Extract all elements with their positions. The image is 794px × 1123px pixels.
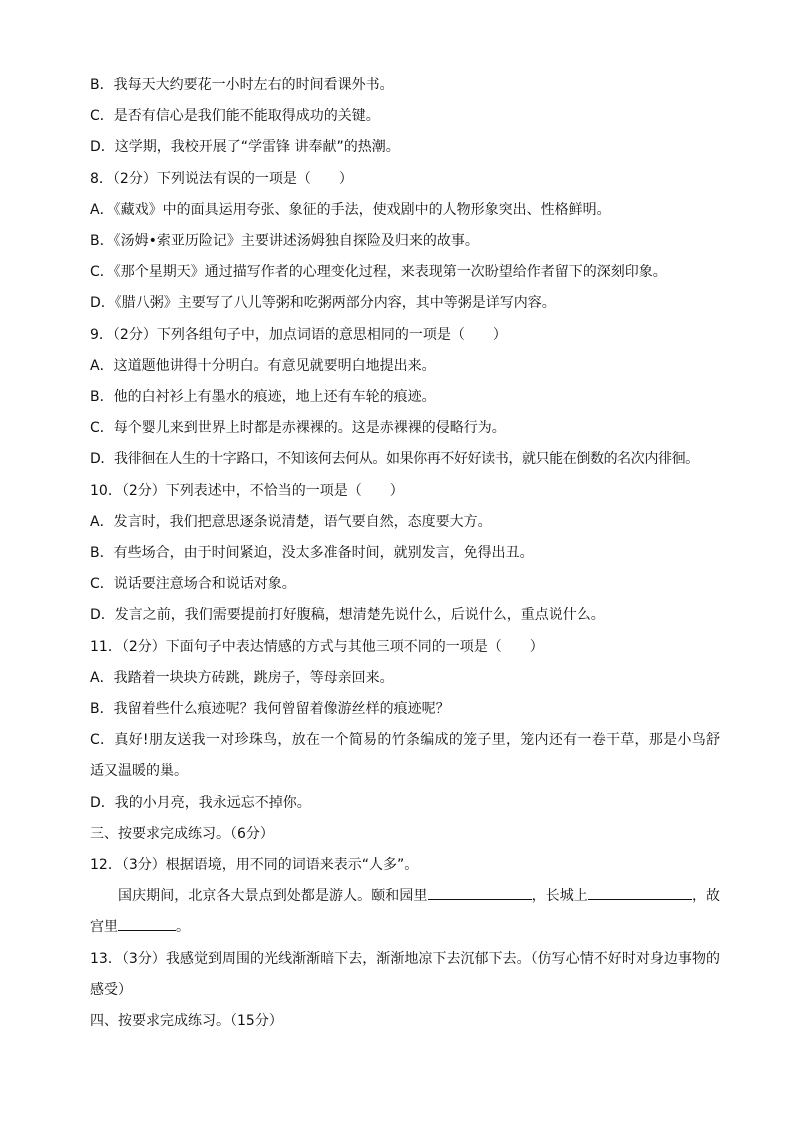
option-10d: D．发言之前，我们需要提前打好腹稿，想清楚先说什么，后说什么，重点说什么。 bbox=[90, 607, 605, 624]
question-12: 12．（3分）根据语境，用不同的词语来表示“人多”。 bbox=[90, 857, 419, 874]
passage-text-1: 国庆期间，北京各大景点到处都是游人。颐和园里 bbox=[118, 888, 428, 905]
option-10a: A．发言时，我们把意思逐条说清楚，语气要自然，态度要大方。 bbox=[90, 513, 492, 530]
question-13: 13．（3分）我感觉到周围的光线渐渐暗下去，渐渐地凉下去沉郁下去。（仿写心情不好时对身边事物的感受） bbox=[90, 950, 720, 998]
passage-text-3: ，故宫里 bbox=[90, 888, 721, 936]
question-9: 9．（2分）下列各组句子中，加点词语的意思相同的一项是（ ） bbox=[90, 326, 507, 343]
option-9c: C．每个婴儿来到世界上时都是赤裸裸的。这是赤裸裸的侵略行为。 bbox=[90, 420, 506, 437]
answer-blank-1[interactable] bbox=[428, 885, 532, 900]
option-7b: B．我每天大约要花一小时左右的时间看课外书。 bbox=[90, 77, 394, 93]
question-12-passage bbox=[90, 881, 720, 943]
option-11c: C．真好!朋友送我一对珍珠鸟，放在一个简易的竹条编成的笼子里，笼内还有一卷干草，那是小鸟舒适又温暖的巢。 bbox=[90, 732, 720, 780]
option-8a: A．《藏戏》中的面具运用夸张、象征的手法，使戏剧中的人物形象突出、性格鲜明。 bbox=[90, 201, 611, 218]
passage-text-4: 。 bbox=[176, 919, 190, 936]
passage-text-2: ，长城上 bbox=[531, 888, 588, 905]
option-11d: D．我的小月亮，我永远忘不掉你。 bbox=[90, 794, 311, 811]
option-10c: C．说话要注意场合和说话对象。 bbox=[90, 576, 296, 593]
option-8c: C．《那个星期天》通过描写作者的心理变化过程，来表现第一次盼望给作者留下的深刻印象。 bbox=[90, 264, 667, 281]
option-7d: D．这学期，我校开展了“学雷锋 讲奉献”的热潮。 bbox=[90, 139, 400, 156]
option-11a: A．我踏着一块块方砖跳，跳房子，等母亲回来。 bbox=[90, 669, 394, 686]
option-9b: B．他的白衬衫上有墨水的痕迹，地上还有车轮的痕迹。 bbox=[90, 389, 436, 406]
question-11: 11．（2分）下面句子中表达情感的方式与其他三项不同的一项是（ ） bbox=[90, 638, 544, 655]
answer-blank-2[interactable] bbox=[588, 885, 692, 900]
option-10b: B．有些场合，由于时间紧迫，没太多准备时间，就别发言，免得出丑。 bbox=[90, 545, 534, 562]
section-4-heading: 四、按要求完成练习。（15分） bbox=[90, 1013, 283, 1030]
option-8b: B．《汤姆•索亚历险记》主要讲述汤姆独自探险及归来的故事。 bbox=[90, 233, 479, 250]
answer-blank-3[interactable] bbox=[118, 916, 176, 931]
option-11b: B．我留着些什么痕迹呢？我何曾留着像游丝样的痕迹呢？ bbox=[90, 701, 450, 718]
option-9d: D．我徘徊在人生的十字路口，不知该何去何从。如果你再不好好读书，就只能在倒数的名次内徘徊。 bbox=[90, 451, 699, 468]
exam-page bbox=[90, 70, 720, 1037]
option-7c: C．是否有信心是我们能不能取得成功的关键。 bbox=[90, 108, 380, 125]
question-8: 8．（2分）下列说法有误的一项是（ ） bbox=[90, 170, 353, 187]
option-8d: D．《腊八粥》主要写了八儿等粥和吃粥两部分内容，其中等粥是详写内容。 bbox=[90, 295, 556, 312]
option-9a: A．这道题他讲得十分明白。有意见就要明白地提出来。 bbox=[90, 357, 436, 374]
section-3-heading: 三、按要求完成练习。（6分） bbox=[90, 825, 274, 842]
question-10: 10．（2分）下列表述中，不恰当的一项是（ ） bbox=[90, 482, 404, 499]
